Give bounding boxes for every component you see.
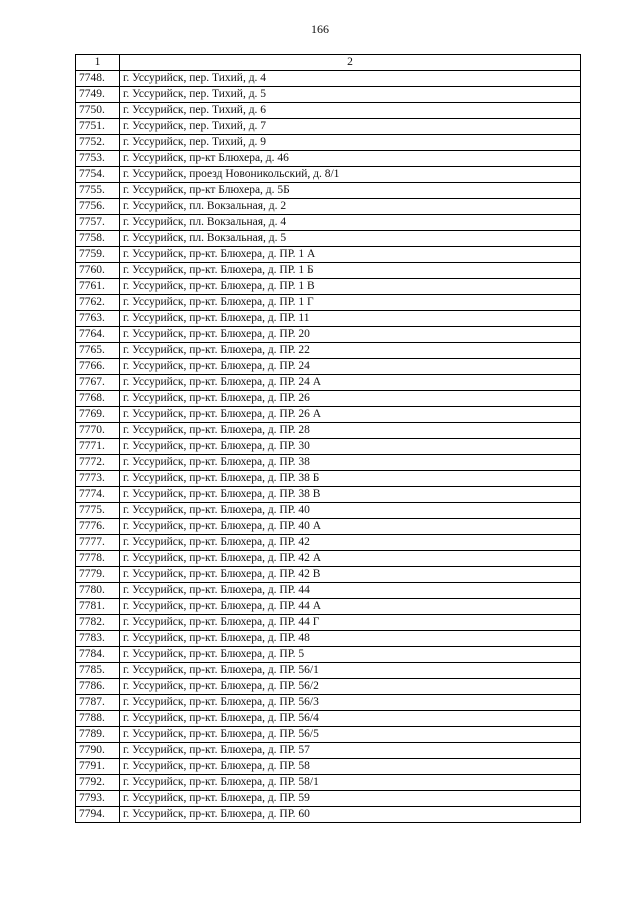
row-address: г. Уссурийск, пр-кт. Блюхера, д. ПР. 5 xyxy=(120,647,581,663)
row-address: г. Уссурийск, пр-кт. Блюхера, д. ПР. 44 А xyxy=(120,599,581,615)
table-row xyxy=(76,743,581,759)
row-number: 7749. xyxy=(76,87,120,103)
table-row xyxy=(76,551,581,567)
row-number: 7792. xyxy=(76,775,120,791)
table-row xyxy=(76,791,581,807)
table-row xyxy=(76,295,581,311)
row-number: 7760. xyxy=(76,263,120,279)
table-row xyxy=(76,71,581,87)
row-address: г. Уссурийск, проезд Новоникольский, д. 8/1 xyxy=(120,167,581,183)
table-row xyxy=(76,375,581,391)
row-address: г. Уссурийск, пр-кт. Блюхера, д. ПР. 24 А xyxy=(120,375,581,391)
row-number: 7789. xyxy=(76,727,120,743)
row-number: 7779. xyxy=(76,567,120,583)
table-row xyxy=(76,391,581,407)
row-address: г. Уссурийск, пр-кт. Блюхера, д. ПР. 56/1 xyxy=(120,663,581,679)
row-address: г. Уссурийск, пр-кт. Блюхера, д. ПР. 1 Б xyxy=(120,263,581,279)
row-number: 7764. xyxy=(76,327,120,343)
table-row xyxy=(76,711,581,727)
row-address: г. Уссурийск, пр-кт. Блюхера, д. ПР. 40 А xyxy=(120,519,581,535)
row-number: 7783. xyxy=(76,631,120,647)
row-number: 7793. xyxy=(76,791,120,807)
row-number: 7775. xyxy=(76,503,120,519)
table-row xyxy=(76,647,581,663)
column-header-address: 2 xyxy=(120,55,581,71)
row-number: 7794. xyxy=(76,807,120,823)
table-row xyxy=(76,631,581,647)
row-address: г. Уссурийск, пр-кт. Блюхера, д. ПР. 42 А xyxy=(120,551,581,567)
row-number: 7763. xyxy=(76,311,120,327)
row-number: 7785. xyxy=(76,663,120,679)
row-number: 7787. xyxy=(76,695,120,711)
table-row xyxy=(76,487,581,503)
row-number: 7755. xyxy=(76,183,120,199)
table-row xyxy=(76,615,581,631)
row-number: 7776. xyxy=(76,519,120,535)
column-header-number: 1 xyxy=(76,55,120,71)
table-row xyxy=(76,183,581,199)
table-row xyxy=(76,679,581,695)
row-address: г. Уссурийск, пр-кт. Блюхера, д. ПР. 40 xyxy=(120,503,581,519)
row-address: г. Уссурийск, пер. Тихий, д. 7 xyxy=(120,119,581,135)
table-row xyxy=(76,759,581,775)
row-address: г. Уссурийск, пр-кт. Блюхера, д. ПР. 58/1 xyxy=(120,775,581,791)
row-address: г. Уссурийск, пр-кт. Блюхера, д. ПР. 1 А xyxy=(120,247,581,263)
table-row xyxy=(76,503,581,519)
row-number: 7774. xyxy=(76,487,120,503)
row-number: 7767. xyxy=(76,375,120,391)
row-number: 7773. xyxy=(76,471,120,487)
row-address: г. Уссурийск, пр-кт. Блюхера, д. ПР. 26 А xyxy=(120,407,581,423)
row-number: 7782. xyxy=(76,615,120,631)
row-number: 7753. xyxy=(76,151,120,167)
row-number: 7784. xyxy=(76,647,120,663)
table-row xyxy=(76,263,581,279)
row-address: г. Уссурийск, пр-кт. Блюхера, д. ПР. 20 xyxy=(120,327,581,343)
row-number: 7750. xyxy=(76,103,120,119)
row-number: 7770. xyxy=(76,423,120,439)
table-row xyxy=(76,167,581,183)
row-address: г. Уссурийск, пр-кт. Блюхера, д. ПР. 42 В xyxy=(120,567,581,583)
row-address: г. Уссурийск, пр-кт. Блюхера, д. ПР. 57 xyxy=(120,743,581,759)
row-number: 7759. xyxy=(76,247,120,263)
table-row xyxy=(76,135,581,151)
row-number: 7756. xyxy=(76,199,120,215)
row-address: г. Уссурийск, пр-кт Блюхера, д. 5Б xyxy=(120,183,581,199)
row-address: г. Уссурийск, пр-кт. Блюхера, д. ПР. 44 Г xyxy=(120,615,581,631)
table-row xyxy=(76,87,581,103)
row-address: г. Уссурийск, пр-кт. Блюхера, д. ПР. 58 xyxy=(120,759,581,775)
table-row xyxy=(76,807,581,823)
row-address: г. Уссурийск, пр-кт. Блюхера, д. ПР. 28 xyxy=(120,423,581,439)
row-address: г. Уссурийск, пр-кт. Блюхера, д. ПР. 30 xyxy=(120,439,581,455)
table-row xyxy=(76,103,581,119)
table-row xyxy=(76,535,581,551)
table-row xyxy=(76,775,581,791)
row-address: г. Уссурийск, пр-кт. Блюхера, д. ПР. 11 xyxy=(120,311,581,327)
table-row xyxy=(76,583,581,599)
row-address: г. Уссурийск, пр-кт. Блюхера, д. ПР. 38 xyxy=(120,455,581,471)
row-number: 7790. xyxy=(76,743,120,759)
row-number: 7772. xyxy=(76,455,120,471)
row-number: 7758. xyxy=(76,231,120,247)
table-row xyxy=(76,199,581,215)
table-row xyxy=(76,423,581,439)
row-number: 7751. xyxy=(76,119,120,135)
row-address: г. Уссурийск, пр-кт Блюхера, д. 46 xyxy=(120,151,581,167)
row-number: 7788. xyxy=(76,711,120,727)
table-row xyxy=(76,359,581,375)
row-number: 7748. xyxy=(76,71,120,87)
row-address: г. Уссурийск, пр-кт. Блюхера, д. ПР. 24 xyxy=(120,359,581,375)
table-row xyxy=(76,599,581,615)
row-address: г. Уссурийск, пл. Вокзальная, д. 5 xyxy=(120,231,581,247)
table-row xyxy=(76,567,581,583)
row-number: 7771. xyxy=(76,439,120,455)
row-address: г. Уссурийск, пр-кт. Блюхера, д. ПР. 42 xyxy=(120,535,581,551)
row-number: 7754. xyxy=(76,167,120,183)
row-address: г. Уссурийск, пл. Вокзальная, д. 2 xyxy=(120,199,581,215)
row-address: г. Уссурийск, пр-кт. Блюхера, д. ПР. 56/2 xyxy=(120,679,581,695)
page-number: 166 xyxy=(311,22,329,36)
row-address: г. Уссурийск, пер. Тихий, д. 6 xyxy=(120,103,581,119)
row-address: г. Уссурийск, пр-кт. Блюхера, д. ПР. 59 xyxy=(120,791,581,807)
row-address: г. Уссурийск, пр-кт. Блюхера, д. ПР. 38 В xyxy=(120,487,581,503)
row-number: 7786. xyxy=(76,679,120,695)
row-number: 7757. xyxy=(76,215,120,231)
row-address: г. Уссурийск, пл. Вокзальная, д. 4 xyxy=(120,215,581,231)
table-row xyxy=(76,455,581,471)
row-address: г. Уссурийск, пер. Тихий, д. 5 xyxy=(120,87,581,103)
row-address: г. Уссурийск, пр-кт. Блюхера, д. ПР. 56/5 xyxy=(120,727,581,743)
table-row xyxy=(76,247,581,263)
row-address: г. Уссурийск, пр-кт. Блюхера, д. ПР. 48 xyxy=(120,631,581,647)
table-row xyxy=(76,439,581,455)
table-row xyxy=(76,663,581,679)
row-address: г. Уссурийск, пр-кт. Блюхера, д. ПР. 44 xyxy=(120,583,581,599)
address-table xyxy=(75,54,581,823)
row-number: 7766. xyxy=(76,359,120,375)
row-address: г. Уссурийск, пр-кт. Блюхера, д. ПР. 1 В xyxy=(120,279,581,295)
table-row xyxy=(76,279,581,295)
row-address: г. Уссурийск, пр-кт. Блюхера, д. ПР. 56/3 xyxy=(120,695,581,711)
row-number: 7762. xyxy=(76,295,120,311)
table-row xyxy=(76,151,581,167)
row-address: г. Уссурийск, пр-кт. Блюхера, д. ПР. 38 Б xyxy=(120,471,581,487)
table-row xyxy=(76,215,581,231)
row-number: 7752. xyxy=(76,135,120,151)
table-row xyxy=(76,343,581,359)
row-address: г. Уссурийск, пр-кт. Блюхера, д. ПР. 26 xyxy=(120,391,581,407)
row-address: г. Уссурийск, пр-кт. Блюхера, д. ПР. 56/4 xyxy=(120,711,581,727)
row-address: г. Уссурийск, пер. Тихий, д. 9 xyxy=(120,135,581,151)
row-number: 7777. xyxy=(76,535,120,551)
table-row xyxy=(76,119,581,135)
row-number: 7781. xyxy=(76,599,120,615)
row-number: 7791. xyxy=(76,759,120,775)
row-number: 7778. xyxy=(76,551,120,567)
row-number: 7765. xyxy=(76,343,120,359)
row-address: г. Уссурийск, пр-кт. Блюхера, д. ПР. 1 Г xyxy=(120,295,581,311)
table-header-row xyxy=(76,55,581,71)
row-number: 7769. xyxy=(76,407,120,423)
row-number: 7768. xyxy=(76,391,120,407)
row-number: 7780. xyxy=(76,583,120,599)
row-address: г. Уссурийск, пр-кт. Блюхера, д. ПР. 60 xyxy=(120,807,581,823)
row-address: г. Уссурийск, пр-кт. Блюхера, д. ПР. 22 xyxy=(120,343,581,359)
table-row xyxy=(76,231,581,247)
table-row xyxy=(76,695,581,711)
table-row xyxy=(76,519,581,535)
table-row xyxy=(76,407,581,423)
table-row xyxy=(76,471,581,487)
table-row xyxy=(76,327,581,343)
table-row xyxy=(76,727,581,743)
row-number: 7761. xyxy=(76,279,120,295)
row-address: г. Уссурийск, пер. Тихий, д. 4 xyxy=(120,71,581,87)
table-row xyxy=(76,311,581,327)
